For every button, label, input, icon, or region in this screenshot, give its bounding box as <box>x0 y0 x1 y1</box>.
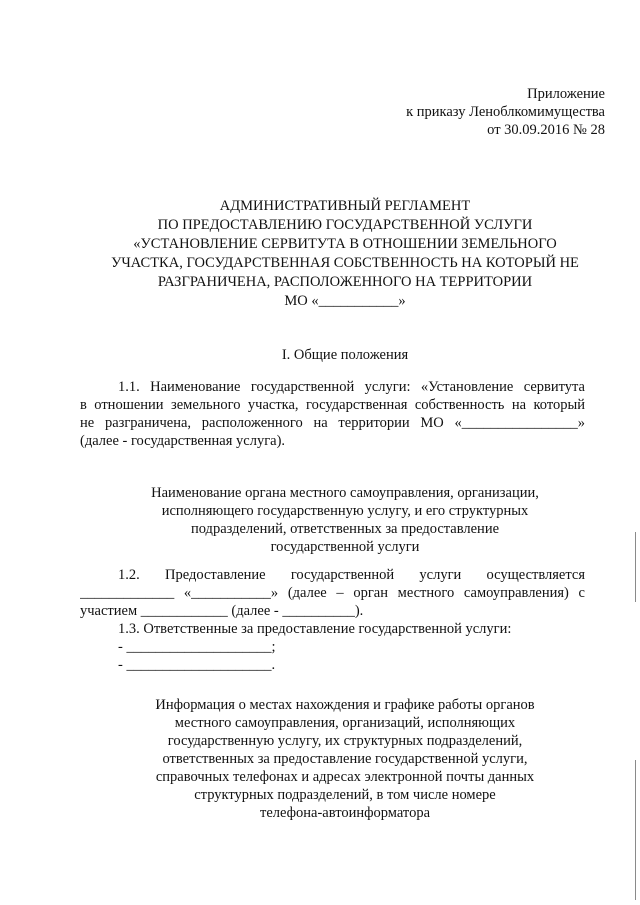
subheading-line: государственную услугу, их структурных подразделений, <box>167 733 523 749</box>
paragraph-line: в отношении земельного участка, государственная собственность на который <box>80 397 585 413</box>
title-line: УЧАСТКА, ГОСУДАРСТВЕННАЯ СОБСТВЕННОСТЬ НА КОТОРЫЙ НЕ <box>111 255 579 271</box>
subheading-locations-info <box>60 696 630 822</box>
subheading-line: Информация о местах нахождения и графике работы органов <box>155 697 535 713</box>
subheading-line: государственной услуги <box>270 539 420 555</box>
subheading-line: ответственных за предоставление государственной услуги, <box>162 751 528 767</box>
paragraph-line: 1.2. Предоставление государственной услуги осуществляется <box>118 567 585 583</box>
subheading-line: исполняющего государственную услугу, и его структурных <box>161 503 529 519</box>
paragraph-1-2 <box>80 566 585 620</box>
paragraph-line: (далее - государственная услуга). <box>80 433 286 449</box>
responsible-list-item: - ____________________; <box>118 639 276 655</box>
appendix-header <box>300 85 605 139</box>
appendix-title: Приложение <box>527 86 605 102</box>
section-heading: I. Общие положения <box>281 347 409 363</box>
paragraph-line: 1.1. Наименование государственной услуги: «Установление сервитута <box>118 379 585 395</box>
subheading-line: телефона-автоинформатора <box>259 805 431 821</box>
subheading-line: Наименование органа местного самоуправления, организации, <box>151 485 539 501</box>
responsible-list-item: - ____________________. <box>118 657 276 673</box>
paragraph-line: не разграничена, расположенного на территории МО «________________» <box>80 415 585 431</box>
subheading-line: справочных телефонах и адресах электронной почты данных <box>155 769 535 785</box>
regulation-title <box>60 197 630 311</box>
paragraph-line: _____________ «___________» (далее – орган местного самоуправления) с <box>80 585 585 601</box>
subheading-responsible-body <box>60 484 630 556</box>
appendix-order-ref: к приказу Леноблкомимущества <box>406 104 605 120</box>
subheading-line: подразделений, ответственных за предоставление <box>190 521 500 537</box>
paragraph-1-3 <box>80 620 585 674</box>
title-line: ПО ПРЕДОСТАВЛЕНИЮ ГОСУДАРСТВЕННОЙ УСЛУГИ <box>157 217 533 233</box>
appendix-order-date: от 30.09.2016 № 28 <box>487 122 605 138</box>
scan-edge-mark <box>635 532 636 602</box>
scan-edge-mark <box>635 760 636 900</box>
title-line: АДМИНИСТРАТИВНЫЙ РЕГЛАМЕНТ <box>219 198 471 214</box>
paragraph-line: участием ____________ (далее - __________). <box>80 603 364 619</box>
subheading-line: структурных подразделений, в том числе номере <box>194 787 496 803</box>
subheading-line: местного самоуправления, организаций, исполняющих <box>174 715 516 731</box>
paragraph-1-1 <box>80 378 585 450</box>
title-line: МО «___________» <box>284 293 406 309</box>
title-line: РАЗГРАНИЧЕНА, РАСПОЛОЖЕННОГО НА ТЕРРИТОРИИ <box>157 274 533 290</box>
title-line: «УСТАНОВЛЕНИЕ СЕРВИТУТА В ОТНОШЕНИИ ЗЕМЕЛЬНОГО <box>133 236 557 252</box>
paragraph-1-3-heading: 1.3. Ответственные за предоставление государственной услуги: <box>118 621 512 637</box>
